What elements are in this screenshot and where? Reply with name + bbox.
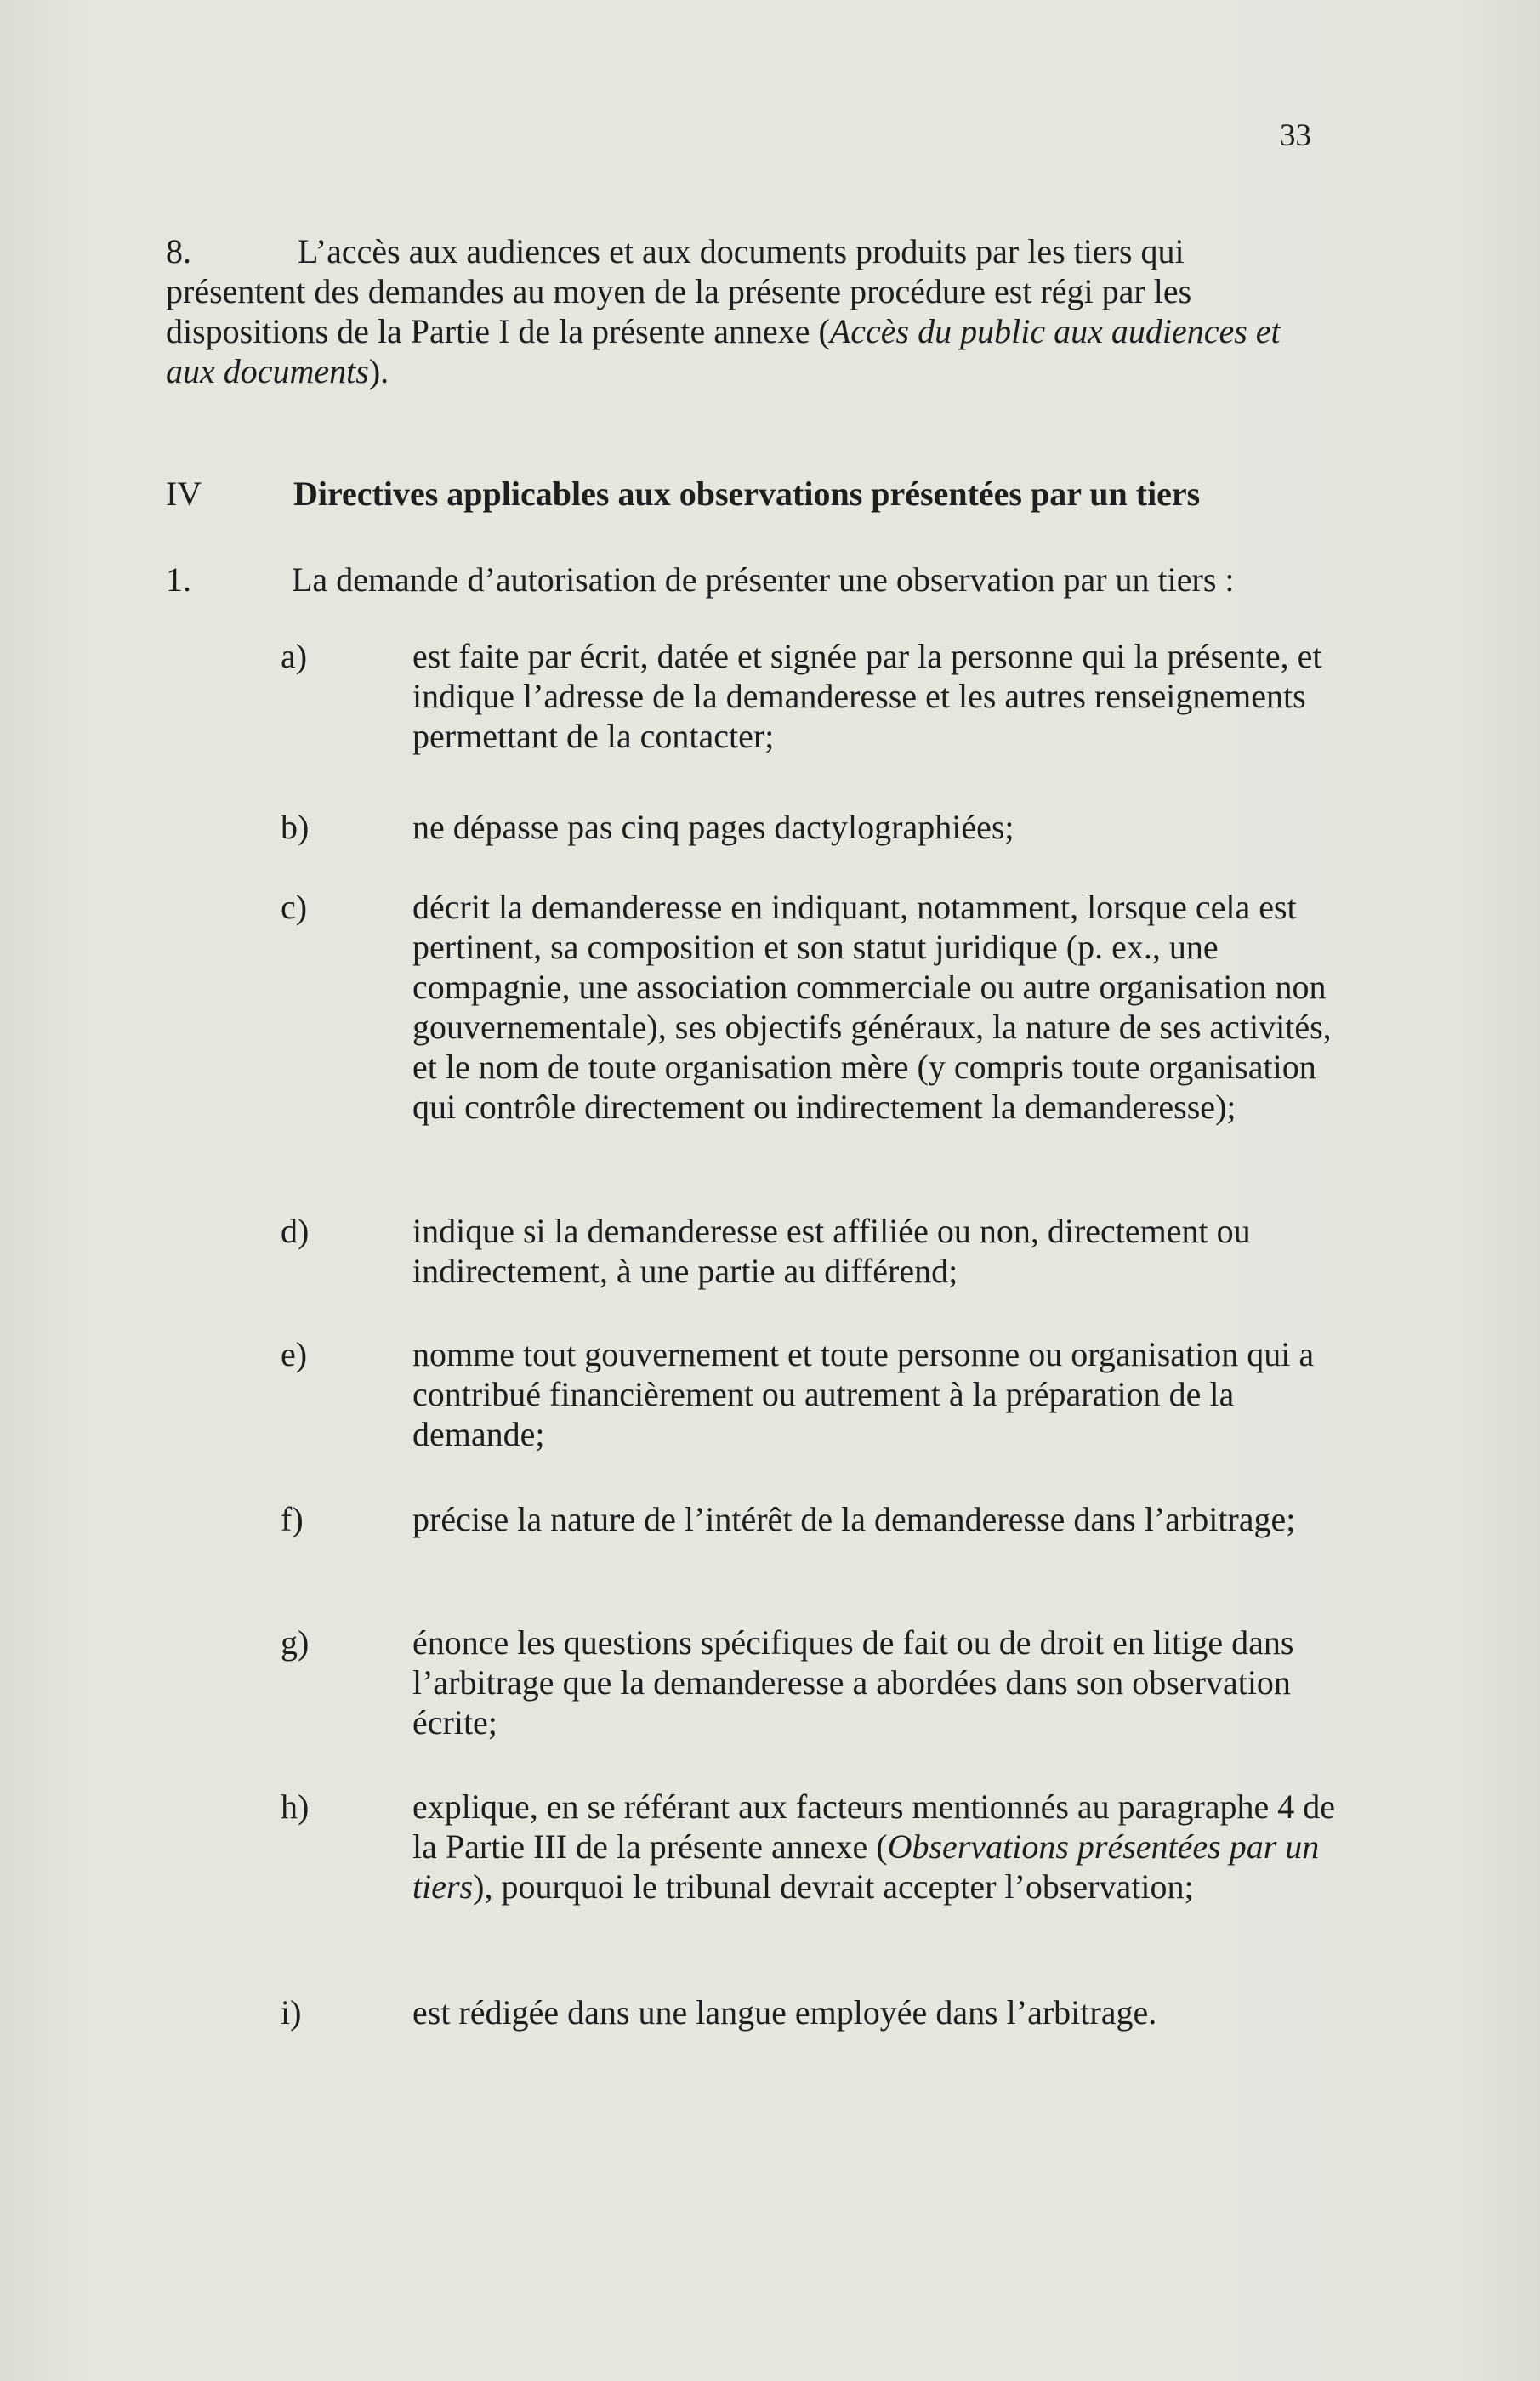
section-title: Directives applicables aux observations présentées par un tiers <box>293 474 1201 513</box>
paragraph-text: L’accès aux audiences et aux documents produits par les tiers qui présentent des demandes au moyen de la présente procédure est régi par les dispositions de la Partie I de la présente annexe ( <box>166 232 1192 350</box>
item-text: nomme tout gouvernement et toute personne ou organisation qui a contribué financièrement ou autrement à la préparation de la demande; <box>412 1335 1315 1453</box>
italic-reference: Accès du public aux audiences et aux documents <box>166 312 1281 390</box>
item-label: e) <box>281 1335 308 1373</box>
item-label: d) <box>281 1212 310 1250</box>
item-text: indique si la demanderesse est affiliée ou non, directement ou indirectement, à une partie au différend; <box>412 1212 1251 1290</box>
item-label: c) <box>281 888 308 926</box>
item-label: b) <box>281 808 310 846</box>
item-text: énonce les questions spécifiques de fait ou de droit en litige dans l’arbitrage que la demanderesse a abordées dans son observation écrite; <box>412 1623 1294 1742</box>
item-text: précise la nature de l’intérêt de la demanderesse dans l’arbitrage; <box>412 1500 1296 1538</box>
item-text: est faite par écrit, datée et signée par la personne qui la présente, et indique l’adresse de la demanderesse et les autres renseignements permettant de la contacter; <box>412 637 1322 755</box>
section-numeral: IV <box>166 474 202 513</box>
paragraph-number: 8. <box>166 232 191 270</box>
item-label: g) <box>281 1623 310 1662</box>
item-text: est rédigée dans une langue employée dans l’arbitrage. <box>412 1993 1157 2032</box>
item-text: ne dépasse pas cinq pages dactylographiées; <box>412 808 1014 846</box>
page-number: 33 <box>1280 118 1311 153</box>
item-text-start: explique, en se référant aux facteurs mentionnés au paragraphe 4 de la Partie III de la présente annexe ( <box>412 1787 1336 1866</box>
italic-reference: Observations présentées par un tiers <box>412 1827 1320 1906</box>
paragraph-8 <box>166 231 1310 391</box>
item-text-end: ), pourquoi le tribunal devrait accepter l’observation; <box>473 1867 1194 1906</box>
item-text <box>412 1787 1361 1907</box>
item-label: f) <box>281 1500 304 1538</box>
paragraph-number: 1. <box>166 560 191 599</box>
paragraph-text-end: ). <box>368 352 389 390</box>
item-label: i) <box>281 1993 302 2032</box>
item-label: h) <box>281 1787 310 1826</box>
item-label: a) <box>281 637 308 675</box>
paragraph-text: La demande d’autorisation de présenter une observation par un tiers : <box>292 560 1235 599</box>
item-text: décrit la demanderesse en indiquant, notamment, lorsque cela est pertinent, sa composition et son statut juridique (p. ex., une compagnie, une association commerciale ou autre organisation non gouvernementale), ses objectifs généraux, la nature de ses activités, et le nom de toute organisation mère (y compris toute organisation qui contrôle directement ou indirectement la demanderesse); <box>412 888 1332 1126</box>
